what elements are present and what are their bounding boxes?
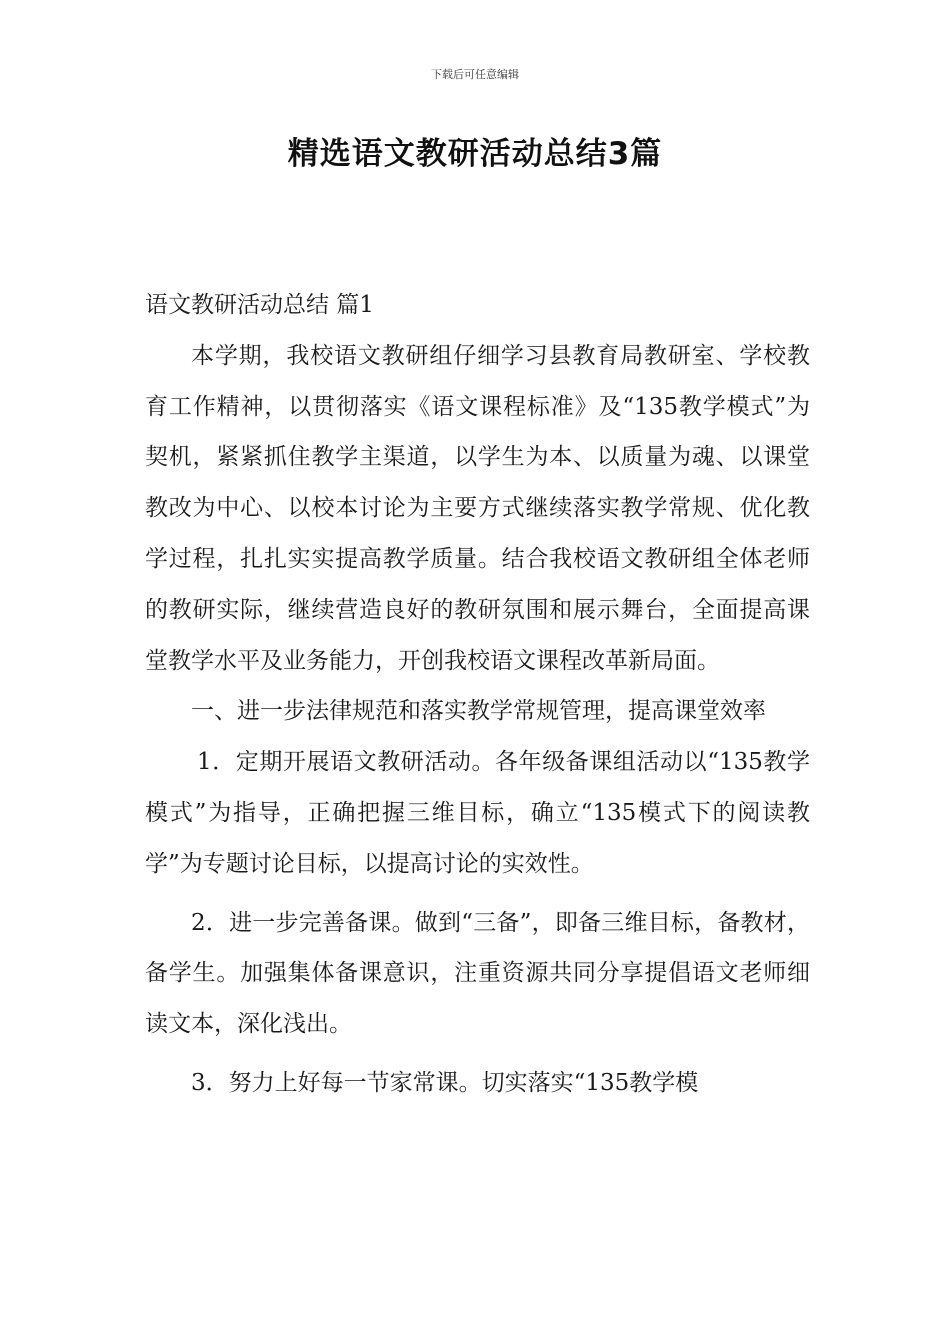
document-title: 精选语文教研活动总结3篇 [287, 136, 663, 172]
intro-paragraph: 本学期，我校语文教研组仔细学习县教育局教研室、学校教育工作精神，以贯彻落实《语文课程标准》及“135教学模式”为契机，紧紧抓住教学主渠道，以学生为本、以质量为魂、以课堂教改为中心、以校本讨论为主要方式继续落实教学常规、优化教学过程，扎扎实实提高教学质量。结合我校语文教研组全体老师的教研实际，继续营造良好的教研氛围和展示舞台，全面提高课堂教学水平及业务能力，开创我校语文课程改革新局面。 [145, 342, 810, 674]
document-body [145, 280, 810, 1109]
spacer [145, 1050, 810, 1058]
section-heading: 语文教研活动总结 篇1 [145, 292, 374, 318]
list-item-3: 3．努力上好每一节家常课。切实落实“135教学模 [191, 1069, 699, 1096]
part-one-heading: 一、进一步法律规范和落实教学常规管理，提高课堂效率 [191, 698, 766, 725]
list-item-1: 1．定期开展语文教研活动。各年级备课组活动以“135教学模式”为指导，正确把握三维目标，确立“135模式下的阅读教学”为专题讨论目标，以提高讨论的实效性。 [145, 749, 810, 877]
spacer [145, 890, 810, 898]
list-item-2: 2．进一步完善备课。做到“三备”，即备三维目标，备教材，备学生。加强集体备课意识，注重资源共同分享提倡语文老师细读文本，深化浅出。 [145, 909, 810, 1038]
header-note: 下载后可任意编辑 [431, 68, 519, 81]
